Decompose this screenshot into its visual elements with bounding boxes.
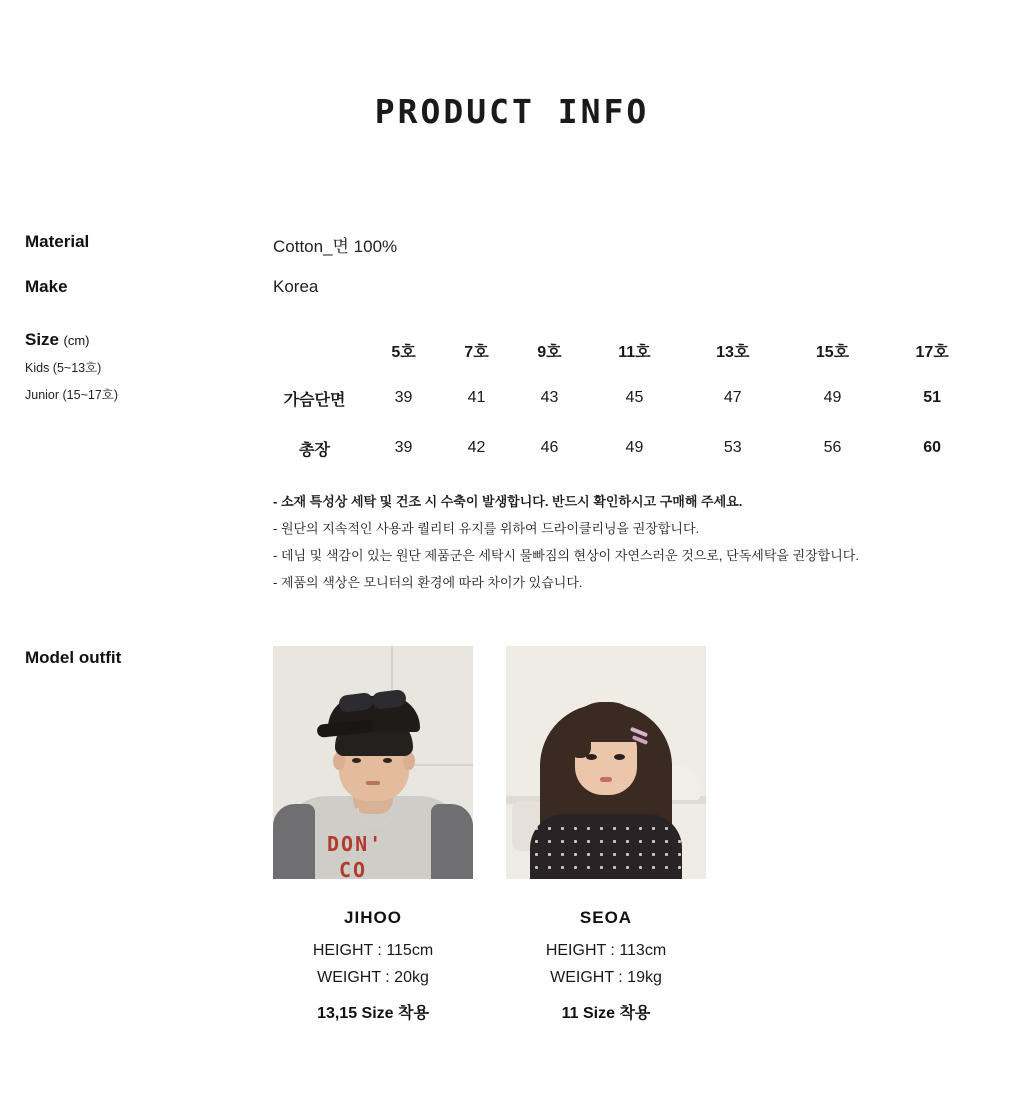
size-column-header: 17호	[915, 343, 949, 361]
model-outfit-list	[273, 646, 706, 1023]
size-cell: 49	[625, 439, 644, 456]
size-label: Size	[25, 330, 60, 349]
model-worn-size: 13,15 Size 착용	[317, 1005, 429, 1022]
size-cell: 47	[723, 389, 742, 406]
size-row-label: 가슴단면	[283, 391, 346, 409]
model-name: JIHOO	[344, 908, 402, 927]
page-title: PRODUCT INFO	[374, 92, 650, 131]
size-cell: 51	[923, 389, 942, 406]
size-label-group	[25, 330, 118, 404]
table-row	[262, 373, 982, 423]
size-cell: 53	[723, 439, 742, 456]
care-note: - 데님 및 색감이 있는 원단 제품군은 세탁시 물빠짐의 현상이 자연스러운 것으로, 단독세탁을 권장합니다.	[273, 548, 859, 563]
list-item	[506, 646, 706, 1023]
size-chart-table	[262, 327, 982, 473]
size-cell: 41	[467, 389, 486, 406]
size-table-header-row	[262, 327, 982, 373]
size-cell: 56	[823, 439, 842, 456]
material-label: Material	[25, 232, 90, 251]
model-photo-jihoo	[273, 646, 473, 879]
model-weight: WEIGHT : 19kg	[550, 969, 662, 986]
care-note: - 원단의 지속적인 사용과 퀄리티 유지를 위하여 드라이클리닝을 권장합니다.	[273, 521, 700, 536]
size-cell: 42	[467, 439, 486, 456]
size-column-header: 9호	[537, 343, 562, 361]
make-label: Make	[25, 277, 68, 296]
size-cell: 49	[823, 389, 842, 406]
size-cell: 39	[394, 389, 413, 406]
care-note: - 제품의 색상은 모니터의 환경에 따라 차이가 있습니다.	[273, 575, 583, 590]
material-value: Cotton_면 100%	[273, 237, 398, 256]
table-row	[262, 423, 982, 473]
care-notes	[273, 488, 973, 596]
size-cell: 60	[923, 439, 942, 456]
size-column-header: 5호	[391, 343, 416, 361]
size-column-header: 7호	[464, 343, 489, 361]
model-height: HEIGHT : 113cm	[545, 942, 667, 959]
size-range-kids: Kids (5~13호)	[25, 361, 102, 375]
list-item	[273, 646, 473, 1023]
size-column-header: 15호	[815, 343, 850, 361]
model-photo-seoa	[506, 646, 706, 879]
care-note: - 소재 특성상 세탁 및 건조 시 수축이 발생합니다. 반드시 확인하시고 구매해 주세요.	[273, 494, 743, 509]
size-range-junior: Junior (15~17호)	[25, 388, 119, 402]
size-column-header: 11호	[618, 343, 651, 361]
size-cell: 43	[540, 389, 559, 406]
size-unit-label: (cm)	[63, 333, 90, 348]
shirt-graphic-text: DON'	[327, 832, 384, 856]
size-table-corner-cell	[262, 327, 367, 373]
model-name: SEOA	[579, 908, 633, 927]
size-cell: 46	[540, 439, 559, 456]
size-cell: 39	[394, 439, 413, 456]
material-row	[0, 232, 1024, 277]
size-row-label: 총장	[299, 441, 330, 459]
make-value: Korea	[273, 277, 319, 296]
product-spec-block	[0, 232, 1024, 459]
model-worn-size: 11 Size 착용	[561, 1005, 651, 1022]
shirt-graphic-text: CO	[339, 858, 368, 879]
size-cell: 45	[625, 389, 644, 406]
model-weight: WEIGHT : 20kg	[317, 969, 429, 986]
model-outfit-label: Model outfit	[25, 648, 122, 667]
model-height: HEIGHT : 115cm	[312, 942, 434, 959]
make-row	[0, 277, 1024, 322]
size-column-header: 13호	[716, 343, 750, 361]
